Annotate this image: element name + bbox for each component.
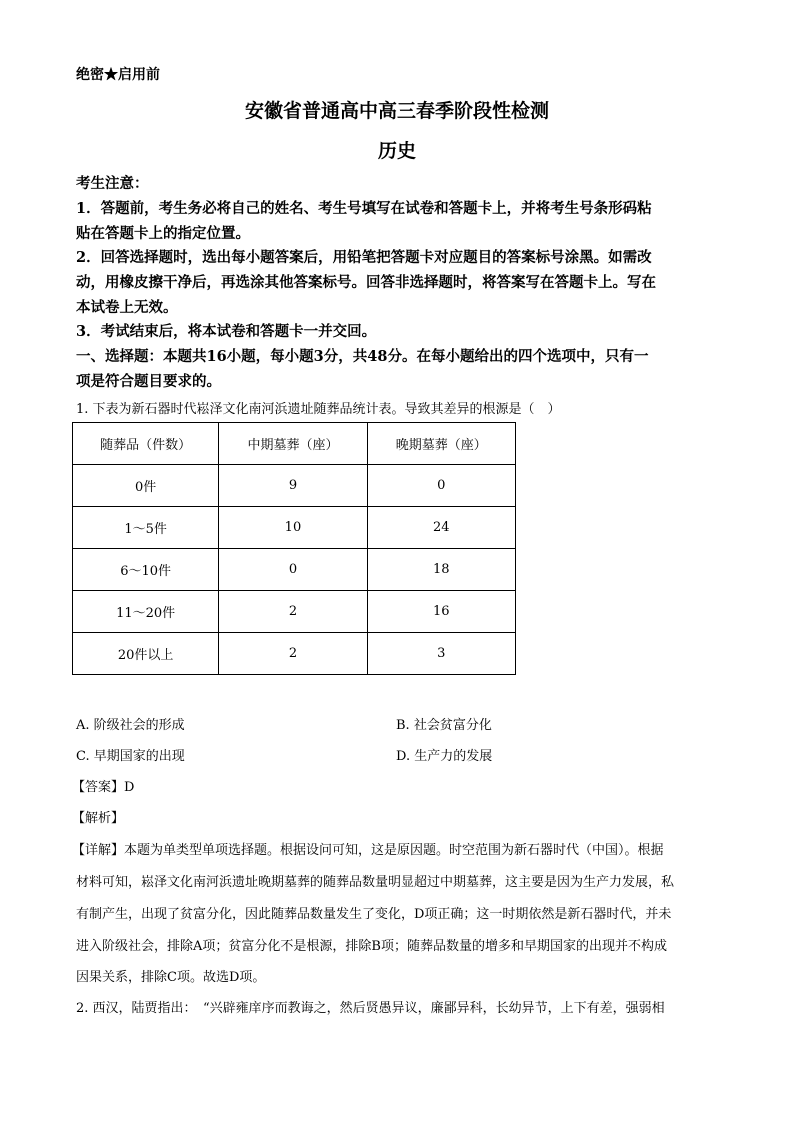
notice-line: 2．回答选择题时，选出每小题答案后，用铅笔把答题卡对应题目的答案标号涂黑。如需改 (76, 249, 652, 266)
option-d: D. 生产力的发展 (396, 749, 493, 764)
table-cell: 9 (219, 465, 367, 507)
table-cell: 1～5件 (73, 507, 219, 549)
notice-line: 动，用橡皮擦干净后，再选涂其他答案标号。回答非选择题时，将答案写在答题卡上。写在 (76, 274, 656, 291)
detail-line: 【详解】本题为单类型单项选择题。根据设问可知，这是原因题。时空范围为新石器时代（中国）。根据 (72, 843, 664, 858)
exam-title: 安徽省普通高中高三春季阶段性检测 (244, 100, 549, 122)
notice-line: 3．考试结束后，将本试卷和答题卡一并交回。 (76, 323, 377, 340)
table-cell: 0 (219, 549, 367, 591)
table-cell: 3 (367, 633, 515, 675)
table-cell: 24 (367, 507, 515, 549)
table-row (73, 465, 516, 507)
table-row (73, 633, 516, 675)
notice-line: 1．答题前，考生务必将自己的姓名、考生号填写在试卷和答题卡上，并将考生号条形码粘 (76, 200, 652, 217)
column-header: 中期墓葬（座） (219, 423, 367, 465)
table-cell: 6～10件 (73, 549, 219, 591)
burial-goods-table (72, 422, 516, 675)
table-cell: 20件以上 (73, 633, 219, 675)
table-cell: 0 (367, 465, 515, 507)
option-b: B. 社会贫富分化 (396, 718, 492, 733)
detail-line: 有制产生，出现了贫富分化，因此随葬品数量发生了变化，D项正确；这一时期依然是新石器时代，并未 (76, 907, 672, 922)
table-cell: 2 (219, 591, 367, 633)
notice-line: 贴在答题卡上的指定位置。 (76, 225, 250, 242)
confidential-mark: 绝密★启用前 (76, 67, 160, 83)
table-row (73, 507, 516, 549)
table-cell: 11～20件 (73, 591, 219, 633)
detail-line: 进入阶级社会，排除A项；贫富分化不是根源，排除B项；随葬品数量的增多和早期国家的出现并不构成 (76, 939, 667, 954)
table-row (73, 591, 516, 633)
table-header-row (73, 423, 516, 465)
section-instruction-cont: 项是符合题目要求的。 (76, 373, 221, 390)
notice-line: 本试卷上无效。 (76, 299, 178, 316)
exam-subject: 历史 (377, 140, 416, 162)
detail-line: 材料可知，崧泽文化南河浜遗址晚期墓葬的随葬品数量明显超过中期墓葬，这主要是因为生产力发展，私 (76, 875, 675, 890)
notice-heading: 考生注意： (76, 175, 149, 192)
column-header: 晚期墓葬（座） (367, 423, 515, 465)
table-cell: 18 (367, 549, 515, 591)
answer-label: 【答案】D (72, 780, 135, 795)
question-2-stem: 2. 西汉，陆贾指出： “兴辟雍庠序而教诲之，然后贤愚异议，廉鄙异科，长幼异节，上下有差，强弱相 (76, 1001, 665, 1016)
question-1-stem: 1. 下表为新石器时代崧泽文化南河浜遗址随葬品统计表。导致其差异的根源是（ ） (76, 402, 561, 417)
option-a: A. 阶级社会的形成 (76, 718, 185, 733)
table-cell: 2 (219, 633, 367, 675)
table-cell: 16 (367, 591, 515, 633)
section-instruction: 一、选择题：本题共16小题，每小题3分，共48分。在每小题给出的四个选项中，只有一 (76, 348, 649, 365)
column-header: 随葬品（件数） (73, 423, 219, 465)
analysis-label: 【解析】 (72, 811, 125, 826)
table-row (73, 549, 516, 591)
table-cell: 0件 (73, 465, 219, 507)
detail-line: 因果关系，排除C项。故选D项。 (76, 970, 266, 985)
option-c: C. 早期国家的出现 (76, 749, 185, 764)
table-cell: 10 (219, 507, 367, 549)
